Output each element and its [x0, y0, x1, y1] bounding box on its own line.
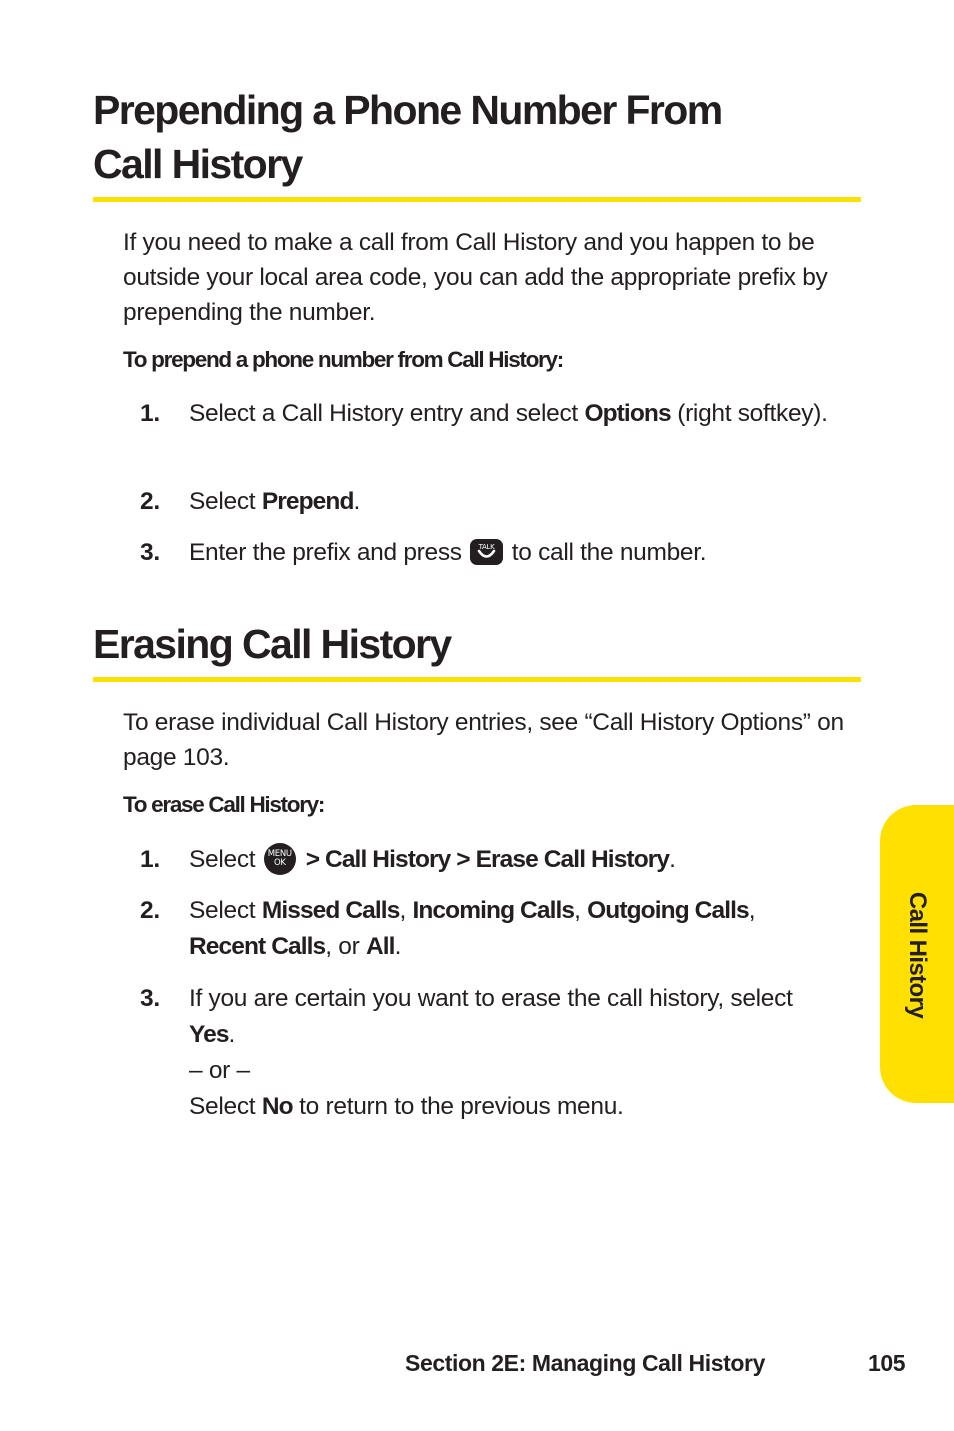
section-title-erasing: Erasing Call History: [93, 621, 451, 667]
section-title-prepending: Prepending a Phone Number From Call History: [93, 87, 722, 187]
side-tab-label: Call History: [904, 891, 931, 1019]
step-number: 2.: [140, 897, 160, 924]
step-text: Enter the prefix and press TALK to call the number.: [189, 539, 707, 566]
step-text: If you are certain you want to erase the call history, select Yes. – or – Select No to return to the previous menu.: [189, 985, 793, 1120]
procedure-heading: To erase Call History:: [123, 792, 325, 817]
step-text: Select Prepend.: [189, 488, 361, 515]
procedure-heading: To prepend a phone number from Call History:: [123, 347, 563, 372]
page-number: 105: [868, 1350, 906, 1376]
intro-paragraph: To erase individual Call History entries, see “Call History Options” on page 103.: [123, 709, 844, 771]
step-number: 3.: [140, 985, 160, 1012]
step-number: 1.: [140, 400, 160, 427]
step-text: Select a Call History entry and select Options (right softkey).: [189, 400, 828, 427]
step-number: 2.: [140, 488, 160, 515]
menu-ok-key-icon: MENU OK: [264, 843, 296, 875]
intro-paragraph: If you need to make a call from Call History and you happen to be outside your local area code, you can add the appropriate prefix by prepending the number.: [123, 229, 828, 326]
step-number: 1.: [140, 846, 160, 873]
step-text: Select Missed Calls, Incoming Calls, Outgoing Calls, Recent Calls, or All.: [189, 897, 756, 960]
svg-text:TALK: TALK: [478, 543, 495, 551]
section-rule: [93, 197, 861, 202]
step-number: 3.: [140, 539, 160, 566]
talk-key-icon: [470, 539, 503, 565]
step-text: Select MENU OK > Call History > Erase Call History.: [189, 842, 829, 878]
footer-section-title: Section 2E: Managing Call History: [405, 1350, 765, 1376]
section-rule: [93, 677, 861, 682]
